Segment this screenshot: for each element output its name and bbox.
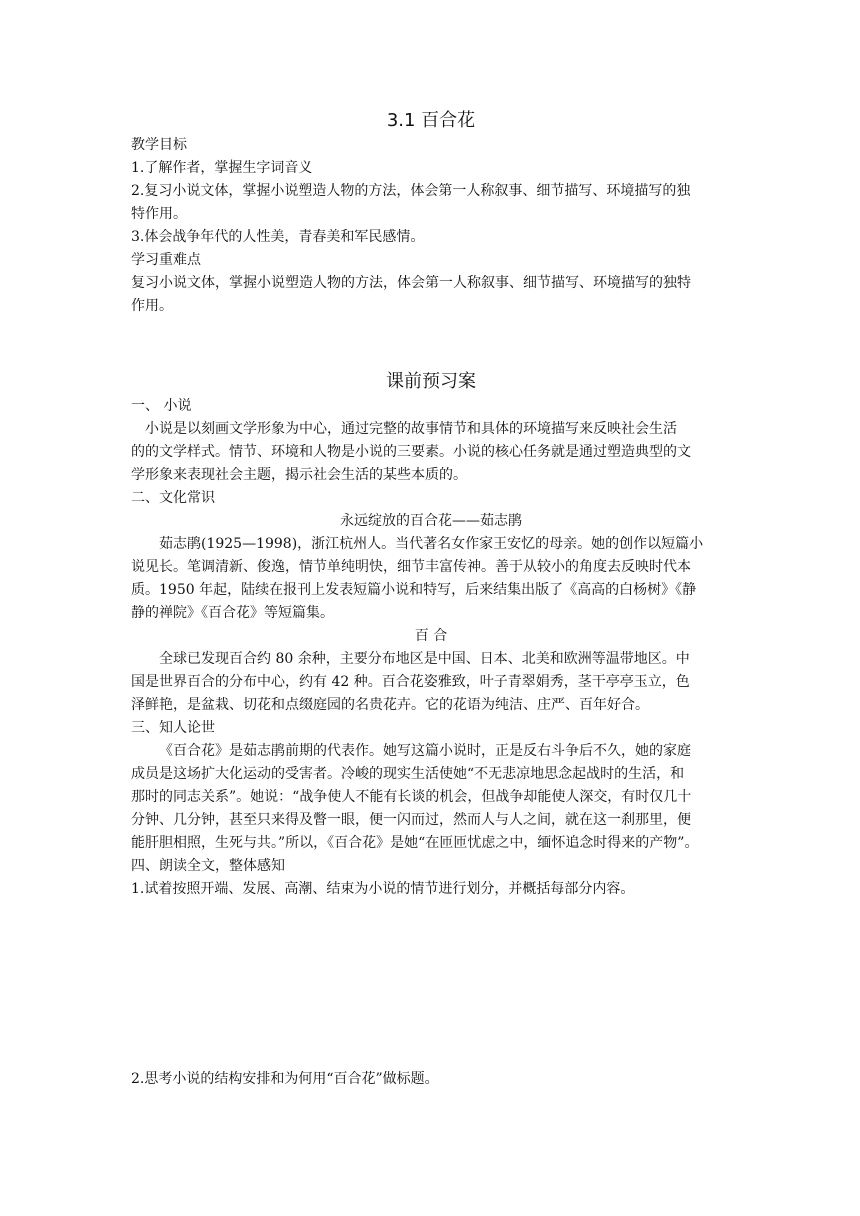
- question-1: 1.试着按照开端、发展、高潮、结束为小说的情节进行划分，并概括每部分内容。: [131, 881, 635, 897]
- objective-item: 2.复习小说文体，掌握小说塑造人物的方法，体会第一人称叙事、细节描写、环境描写的独: [131, 183, 691, 199]
- key-points-line: 作用。: [131, 298, 173, 314]
- author-subtitle: 永远绽放的百合花——茹志鹃: [340, 513, 522, 529]
- question-2-block: [131, 1068, 731, 1091]
- objectives-heading: 教学目标: [131, 137, 187, 153]
- part1-heading: 一、 小说: [131, 398, 192, 414]
- author-line: 说见长。笔调清新、俊逸，情节单纯明快，细节丰富传神。善于从较小的角度去反映时代本: [131, 559, 691, 575]
- author-line: 茹志鹃(1925—1998)，浙江杭州人。当代著名女作家王安忆的母亲。她的创作以短篇小: [159, 536, 704, 552]
- section-title: 课前预习案: [386, 371, 476, 392]
- author-line: 质。1950 年起，陆续在报刊上发表短篇小说和特写，后来结集出版了《高高的白杨树》《静: [131, 582, 697, 598]
- part3-line: 《百合花》是茹志鹃前期的代表作。她写这篇小说时，正是反右斗争后不久，她的家庭: [159, 743, 691, 759]
- part2-heading: 二、文化常识: [131, 490, 215, 506]
- question-2: 2.思考小说的结构安排和为何用“百合花”做标题。: [131, 1071, 439, 1087]
- part1-line: 小说是以刻画文学形象为中心，通过完整的故事情节和具体的环境描写来反映社会生活: [145, 421, 677, 437]
- part3-line: 成员是这场扩大化运动的受害者。冷峻的现实生活使她“不无悲凉地思念起战时的生活，和: [131, 766, 685, 782]
- part3-heading: 三、知人论世: [131, 720, 215, 736]
- key-points-line: 复习小说文体，掌握小说塑造人物的方法，体会第一人称叙事、细节描写、环境描写的独特: [131, 275, 691, 291]
- objective-item: 1.了解作者，掌握生字词音义: [131, 160, 313, 176]
- part3-line: 分钟、几分钟，甚至只来得及瞥一眼，便一闪而过，然而人与人之间，就在这一刹那里，便: [131, 812, 691, 828]
- part1-line: 的的文学样式。情节、环境和人物是小说的三要素。小说的核心任务就是通过塑造典型的文: [131, 444, 691, 460]
- lily-line: 泽鲜艳，是盆栽、切花和点缀庭园的名贵花卉。它的花语为纯洁、庄严、百年好合。: [131, 697, 649, 713]
- part3-line: 那时的同志关系”。她说：“战争使人不能有长谈的机会，但战争却能使人深交，有时仅几十: [131, 789, 692, 805]
- document-title: 3.1 百合花: [386, 110, 476, 131]
- objective-item: 3.体会战争年代的人性美，青春美和军民感情。: [131, 229, 425, 245]
- part3-line: 能肝胆相照，生死与共。”所以，《百合花》是她“在匝匝忧虑之中，缅怀追念时得来的产物”。: [131, 835, 699, 851]
- lily-line: 国是世界百合的分布中心，约有 42 种。百合花姿雅致，叶子青翠娟秀，茎干亭亭玉立，色: [131, 674, 690, 690]
- lily-line: 全球已发现百合约 80 余种，主要分布地区是中国、日本、北美和欧洲等温带地区。中: [159, 651, 690, 667]
- author-line: 静的禅院》《百合花》等短篇集。: [131, 605, 334, 621]
- objective-item-continuation: 特作用。: [131, 206, 187, 222]
- objectives-section: [131, 134, 731, 318]
- part1-line: 学形象来表现社会主题，揭示社会生活的某些本质的。: [131, 467, 467, 483]
- lily-subtitle: 百 合: [414, 628, 448, 644]
- preview-section: [131, 395, 731, 901]
- part4-heading: 四、朗读全文，整体感知: [131, 858, 285, 874]
- key-points-heading: 学习重难点: [131, 252, 201, 268]
